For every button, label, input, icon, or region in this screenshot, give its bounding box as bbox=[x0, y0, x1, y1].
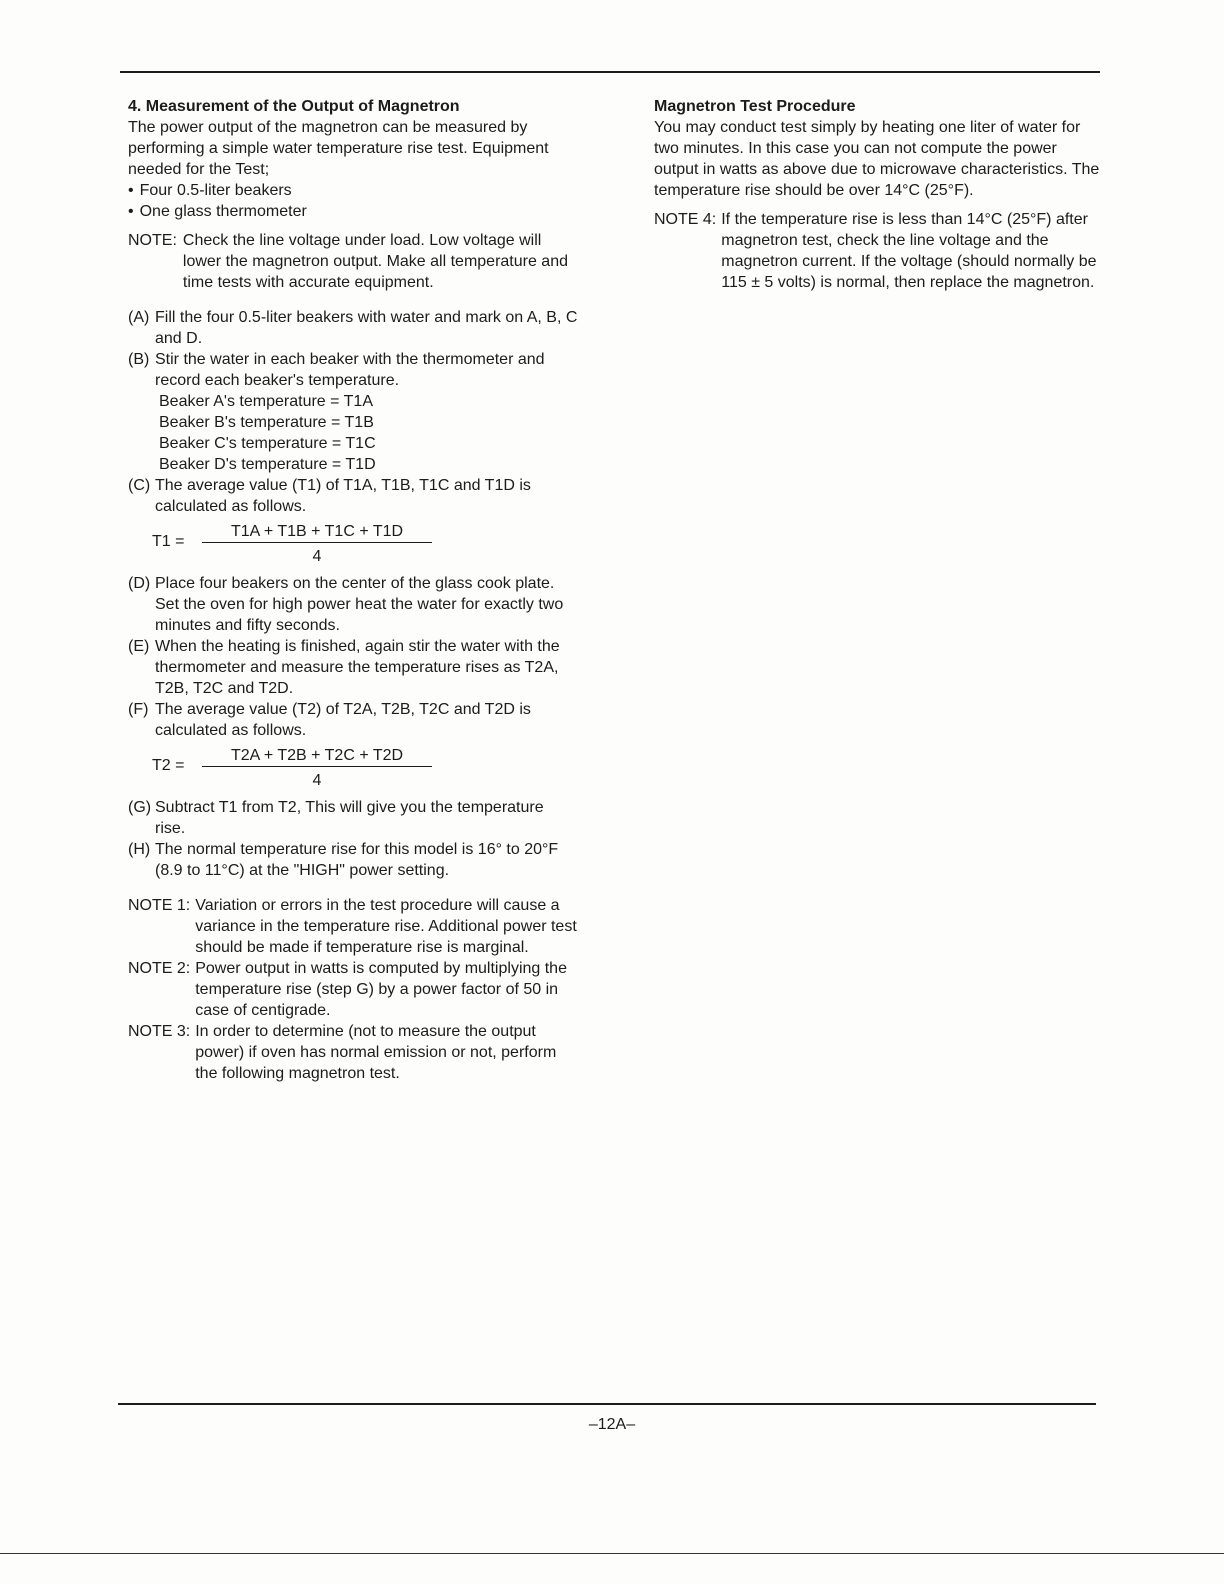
top-rule bbox=[120, 71, 1100, 73]
step-h: (H) The normal temperature rise for this model is 16° to 20°F (8.9 to 11°C) at the "HIGH" power setting. bbox=[128, 841, 559, 879]
section-title: 4. Measurement of the Output of Magnetron bbox=[128, 98, 460, 115]
formula-numerator: T1A + T1B + T1C + T1D bbox=[202, 521, 432, 543]
note-label: NOTE: bbox=[128, 232, 177, 249]
step-b: (B) Stir the water in each beaker with the thermometer and record each beaker's temperature. bbox=[128, 351, 545, 389]
beaker-d-temperature: Beaker D's temperature = T1D bbox=[159, 456, 376, 473]
left-column bbox=[128, 96, 578, 1084]
equipment-list bbox=[128, 180, 578, 222]
equipment-item: • One glass thermometer bbox=[128, 201, 578, 222]
beaker-b-temperature: Beaker B's temperature = T1B bbox=[159, 414, 374, 431]
beaker-a-temperature: Beaker A's temperature = T1A bbox=[159, 393, 373, 410]
page-number: –12A– bbox=[588, 1416, 636, 1433]
note-voltage bbox=[128, 230, 578, 293]
step-f: (F) The average value (T2) of T2A, T2B, T2C and T2D is calculated as follows. bbox=[128, 701, 531, 739]
step-g: (G) Subtract T1 from T2, This will give you the temperature rise. bbox=[128, 799, 544, 837]
step-d: (D) Place four beakers on the center of the glass cook plate. Set the oven for high power heat the water for exactly two minutes and fifty seconds. bbox=[128, 575, 564, 634]
scan-edge-line bbox=[0, 1553, 1224, 1554]
magnetron-test-title: Magnetron Test Procedure bbox=[654, 98, 856, 115]
formula-lhs: T2 = bbox=[152, 757, 185, 774]
formula-t1 bbox=[152, 521, 578, 567]
note-2: NOTE 2: Power output in watts is computed by multiplying the temperature rise (step G) by a power factor of 50 in case of centigrade. bbox=[128, 960, 567, 1019]
formula-numerator: T2A + T2B + T2C + T2D bbox=[202, 745, 432, 767]
step-c: (C) The average value (T1) of T1A, T1B, T1C and T1D is calculated as follows. bbox=[128, 477, 531, 515]
beaker-c-temperature: Beaker C's temperature = T1C bbox=[159, 435, 376, 452]
formula-lhs: T1 = bbox=[152, 533, 185, 550]
step-a: (A) Fill the four 0.5-liter beakers with water and mark on A, B, C and D. bbox=[128, 309, 578, 347]
note-1: NOTE 1: Variation or errors in the test procedure will cause a variance in the temperature rise. Additional power test should be made if temperature rise is marginal. bbox=[128, 897, 577, 956]
note-text: Check the line voltage under load. Low voltage will lower the magnetron output. Make all temperature and time tests with accurate equipment. bbox=[182, 232, 568, 291]
note-3: NOTE 3: In order to determine (not to measure the output power) if oven has normal emission or not, perform the following magnetron test. bbox=[128, 1023, 557, 1082]
right-column bbox=[654, 96, 1104, 293]
step-e: (E) When the heating is finished, again stir the water with the thermometer and measure the temperature rises as T2A, T2B, T2C and T2D. bbox=[128, 638, 560, 697]
intro-paragraph: The power output of the magnetron can be measured by performing a simple water temperature rise test. Equipment needed for the Test; bbox=[128, 119, 549, 178]
bottom-rule bbox=[118, 1403, 1096, 1405]
magnetron-test-body: You may conduct test simply by heating one liter of water for two minutes. In this case you can not compute the power output in watts as above due to microwave characteristics. The temperature rise should be over 14°C (25°F). bbox=[654, 119, 1100, 199]
formula-denominator: 4 bbox=[312, 772, 322, 789]
formula-denominator: 4 bbox=[312, 548, 322, 565]
note-4: NOTE 4: If the temperature rise is less than 14°C (25°F) after magnetron test, check the line voltage and the magnetron current. If the voltage (should normally be 115 ± 5 volts) is normal, then replace the magnetron. bbox=[654, 211, 1097, 291]
beaker-temperature-list bbox=[128, 391, 578, 475]
equipment-item: • Four 0.5-liter beakers bbox=[128, 180, 578, 201]
formula-t2 bbox=[152, 745, 578, 791]
